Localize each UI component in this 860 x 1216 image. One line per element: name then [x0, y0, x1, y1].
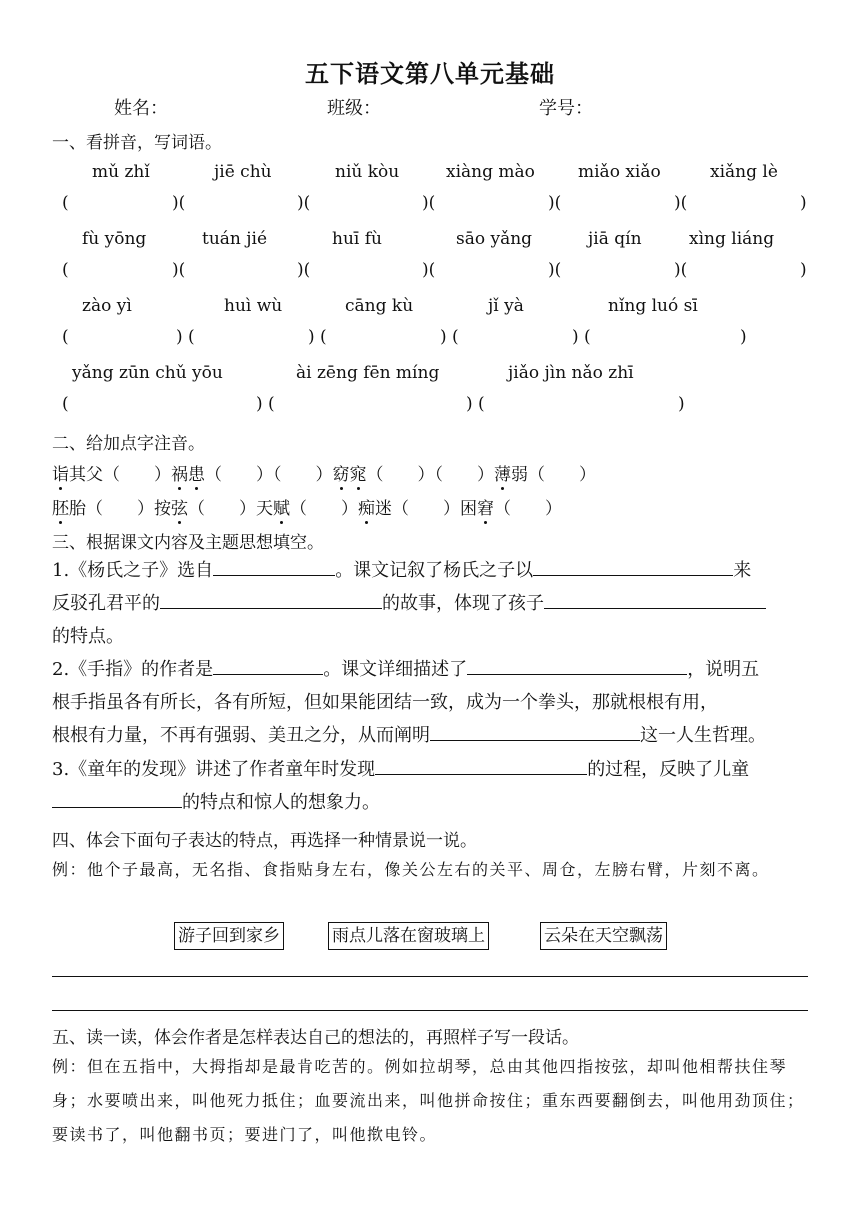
scenario-option[interactable]: 游子回到家乡 [174, 922, 284, 950]
dotted-char: 窘 [477, 494, 494, 519]
pinyin-item: jiē chù [214, 162, 272, 182]
item-text: 其父（ ） [69, 465, 171, 485]
item-text: 弱（ ） [511, 465, 596, 485]
dotted-char: 患 [188, 460, 205, 485]
pinyin-row-2 [52, 229, 812, 253]
item-text: 迷 [375, 499, 392, 519]
pinyin-item: niǔ kòu [335, 162, 400, 182]
scenario-options [0, 922, 860, 952]
class-label: 班级： [327, 98, 381, 119]
question-text: 1.《杨氏之子》选自 [52, 560, 214, 581]
answer-row-2: ( )( )( )( )( )( ) [62, 260, 807, 280]
pinyin-item: miǎo xiǎo [578, 162, 661, 182]
scenario-option[interactable]: 雨点儿落在窗玻璃上 [328, 922, 489, 950]
item-text: （ ） [188, 499, 256, 519]
dotted-char: 胚 [52, 494, 69, 519]
dotted-char: 赋 [273, 494, 290, 519]
pinyin-item: cāng kù [345, 296, 414, 316]
question-text: 的故事，体现了孩子 [382, 593, 544, 614]
name-label: 姓名： [114, 98, 168, 119]
answer-blank[interactable] [213, 654, 323, 675]
question-text: 这一人生哲理。 [640, 725, 766, 746]
student-number-label: 学号： [539, 98, 593, 119]
question-text: 。课文详细描述了 [323, 659, 468, 680]
answer-blank[interactable] [375, 754, 587, 775]
answer-row-4: ( ) ( ) ( ) [62, 394, 685, 414]
question-text: 来 [733, 560, 752, 581]
pinyin-item: tuán jié [202, 229, 268, 249]
dotted-char: 诣 [52, 460, 69, 485]
answer-blank[interactable] [213, 555, 335, 576]
pinyin-item: xiǎng lè [710, 162, 778, 182]
dotted-char: 祸 [171, 460, 188, 485]
answer-blank[interactable] [467, 654, 687, 675]
pinyin-item: huì wù [224, 296, 283, 316]
item-text: （ ） [290, 499, 358, 519]
pinyin-item: ài zēng fēn míng [296, 363, 440, 383]
answer-row-3: ( ) ( ) ( ) ( ) ( ) [62, 327, 747, 347]
fill-question-1 [52, 554, 812, 653]
pinyin-item: xìng liáng [689, 229, 775, 249]
question-text: 的特点和惊人的想象力。 [182, 792, 380, 813]
answer-blank[interactable] [544, 588, 766, 609]
pinyin-item: huī fù [332, 229, 382, 249]
pinyin-item: mǔ zhǐ [92, 162, 150, 182]
item-text: 胎（ ） [69, 499, 154, 519]
dotted-char: 薄 [494, 460, 511, 485]
dotted-char: 痴 [358, 494, 375, 519]
pinyin-row-3 [52, 296, 812, 320]
section-3-heading: 三、根据课文内容及主题思想填空。 [52, 533, 324, 553]
pinyin-item: jiā qín [588, 229, 642, 249]
question-text: 的过程，反映了儿童 [587, 759, 750, 780]
scenario-option[interactable]: 云朵在天空飘荡 [540, 922, 667, 950]
item-text: 按 [154, 499, 171, 519]
pinyin-item: fù yōng [82, 229, 147, 249]
section-1-heading: 一、看拼音，写词语。 [52, 133, 222, 153]
section-2-heading: 二、给加点字注音。 [52, 434, 205, 454]
dotted-char: 弦 [171, 494, 188, 519]
pinyin-row-4 [52, 363, 812, 387]
item-text: （ ） [494, 499, 562, 519]
section-4-heading: 四、体会下面句子表达的特点，再选择一种情景说一说。 [52, 831, 477, 851]
page-title: 五下语文第八单元基础 [305, 59, 555, 88]
question-text: 根手指虽各有所长，各有所短，但如果能团结一致，成为一个拳头，那就根根有用， [52, 692, 718, 713]
section-5-heading: 五、读一读，体会作者是怎样表达自己的想法的，再照样子写一段话。 [52, 1028, 579, 1048]
answer-blank[interactable] [52, 787, 182, 808]
annotate-line-2 [52, 494, 562, 519]
answer-blank[interactable] [430, 720, 640, 741]
question-text: 根根有力量，不再有强弱、美丑之分，从而阐明 [52, 725, 430, 746]
example-sentence: 例：他个子最高，无名指、食指贴身左右，像关公左右的关平、周仓，左膀右臂，片刻不离。 [52, 860, 770, 879]
pinyin-item: jǐ yà [488, 296, 524, 316]
annotate-line-1 [52, 460, 596, 485]
question-text: 。课文记叙了杨氏之子以 [335, 560, 534, 581]
dotted-char: 窕 [350, 460, 367, 485]
pinyin-item: xiàng mào [446, 162, 535, 182]
item-text: （ ）（ ） [366, 465, 494, 485]
writing-line[interactable] [52, 1010, 808, 1011]
example-paragraph: 例：但在五指中，大拇指却是最肯吃苦的。例如拉胡琴，总由其他四指按弦，却叫他相帮扶住琴身；水要喷出来，叫他死力抵住；血要流出来，叫他拼命按住；重东西要翻倒去，叫他用劲顶住；要读书了，叫他翻书页；要进门了，叫他揿电铃。 [52, 1057, 805, 1144]
answer-blank[interactable] [160, 588, 382, 609]
item-text: （ ）（ ） [205, 465, 333, 485]
item-text: （ ） [392, 499, 460, 519]
writing-line[interactable] [52, 976, 808, 977]
pinyin-row-1 [52, 162, 812, 186]
pinyin-item: zào yì [82, 296, 132, 316]
dotted-char: 窈 [333, 460, 350, 485]
fill-question-2 [52, 653, 812, 752]
fill-question-3 [52, 753, 812, 819]
pinyin-item: jiǎo jìn nǎo zhī [508, 363, 634, 383]
answer-blank[interactable] [533, 555, 733, 576]
item-text: 天 [256, 499, 273, 519]
answer-row-1: ( )( )( )( )( )( ) [62, 193, 807, 213]
question-text: 2.《手指》的作者是 [52, 659, 214, 680]
question-text: 的特点。 [52, 626, 124, 647]
question-text: ，说明五 [687, 659, 760, 680]
pinyin-item: nǐng luó sī [608, 296, 698, 316]
pinyin-item: yǎng zūn chǔ yōu [72, 363, 223, 383]
question-text: 3.《童年的发现》讲述了作者童年时发现 [52, 759, 376, 780]
question-text: 反驳孔君平的 [52, 593, 160, 614]
pinyin-item: sāo yǎng [456, 229, 533, 249]
item-text: 困 [460, 499, 477, 519]
